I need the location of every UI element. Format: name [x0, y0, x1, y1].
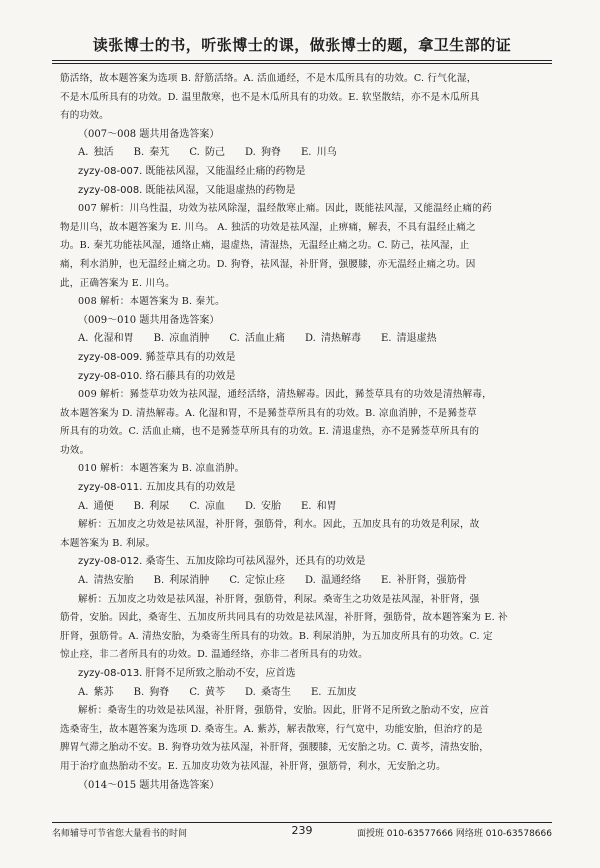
- question-line: zyzy-08-009. 豨莶草具有的功效是: [78, 351, 236, 363]
- answer-option: B. 利尿消肿: [153, 575, 210, 587]
- text-line: 解析：五加皮之功效是祛风湿，补肝肾，强筋骨，利尿。桑寄生之功效是祛风湿，补肝肾，强: [78, 593, 480, 605]
- answer-option: D. 清热解毒: [304, 333, 361, 345]
- text-line: 解析：五加皮之功效是祛风湿，补肝肾，强筋骨，利水。因此，五加皮具有的功效是利尿，故: [78, 519, 480, 531]
- answer-option: D. 狗脊: [244, 147, 281, 159]
- text-line: 有的功效。: [60, 110, 109, 122]
- text-line: 痛，利水消肿，也无温经止痛之功。D. 狗脊，祛风湿，补肝肾，强腰膝，亦无温经止痛之功。因: [60, 258, 476, 270]
- text-line: （009～010 题共用备选答案）: [78, 314, 220, 326]
- header-rule: [52, 60, 552, 61]
- page-content: [60, 70, 548, 795]
- answer-option: E. 川乌: [301, 147, 337, 159]
- answer-option: A. 化湿和胃: [78, 333, 134, 345]
- answer-option: A. 紫苏: [78, 686, 114, 698]
- page-number: 239: [291, 824, 313, 837]
- question-line: zyzy-08-007. 既能祛风湿，又能温经止痛的药物是: [78, 165, 306, 177]
- text-line: 功效。: [60, 444, 90, 456]
- text-line: 功。B. 秦艽功能祛风湿，通络止痛，退虚热，清湿热，无温经止痛之功。C. 防己，祛风湿，止: [60, 240, 470, 252]
- text-line: 此，正确答案为 E. 川乌。: [60, 277, 175, 289]
- answer-option: C. 活血止痛: [229, 333, 285, 345]
- answer-option: E. 清退虚热: [381, 333, 437, 345]
- answer-option: D. 安胎: [244, 500, 281, 512]
- text-line: 故本题答案为 D. 清热解毒。A. 化湿和胃，不是豨莶草所具有的功效。B. 凉血消肿，不是豨莶草: [60, 407, 477, 419]
- text-line: （007～008 题共用备选答案）: [78, 128, 220, 140]
- page-header: 读张博士的书，听张博士的课，做张博士的题，拿卫生部的证: [92, 36, 512, 54]
- header-rule-double: [52, 63, 552, 64]
- text-line: 不是木瓜所具有的功效。D. 温里散寒，也不是木瓜所具有的功效。E. 软坚散结，亦不是木瓜所具: [60, 91, 480, 103]
- answer-option: E. 补肝肾，强筋骨: [381, 575, 467, 587]
- question-line: zyzy-08-008. 既能祛风湿，又能退虚热的药物是: [78, 184, 296, 196]
- answer-options: [60, 572, 548, 591]
- footer-slogan: 名师辅导可节省您大量看书的时间: [52, 829, 188, 839]
- answer-options: [60, 684, 548, 703]
- answer-options: [60, 330, 548, 349]
- answer-options: [60, 144, 548, 163]
- text-line: 010 解析：本题答案为 B. 凉血消肿。: [78, 463, 245, 475]
- text-line: 筋活络，故本题答案为选项 B. 舒筋活络。A. 活血通经，不是木瓜所具有的功效。C. 行气化湿，: [60, 73, 477, 84]
- text-line: 脾胃气滞之胎动不安。B. 狗脊功效为祛风湿，补肝肾，强腰膝，无安胎之功。C. 黄芩，清热安胎，: [60, 742, 489, 754]
- question-line: zyzy-08-011. 五加皮具有的功效是: [78, 482, 236, 494]
- answer-option: C. 凉血: [189, 500, 225, 512]
- question-line: zyzy-08-010. 络石藤具有的功效是: [78, 370, 236, 382]
- answer-option: E. 和胃: [301, 500, 337, 512]
- question-line: zyzy-08-012. 桑寄生、五加皮除均可祛风湿外，还具有的功效是: [78, 556, 366, 568]
- answer-option: B. 狗脊: [133, 686, 170, 698]
- text-line: 惊止痉，非二者所具有的功效。D. 温通经络，亦非二者所具有的功效。: [60, 649, 368, 661]
- answer-option: C. 防己: [189, 147, 225, 159]
- answer-option: D. 桑寄生: [244, 686, 291, 698]
- answer-option: B. 凉血消肿: [153, 333, 210, 345]
- text-line: 筋骨，安胎。因此，桑寄生、五加皮所共同具有的功效是祛风湿，补肝肾，强筋骨，故本题答案为 E. 补: [60, 612, 508, 624]
- answer-option: C. 定惊止痉: [229, 575, 285, 587]
- text-line: 用于治疗血热胎动不安。E. 五加皮功效为祛风湿，补肝肾，强筋骨，利水，无安胎之功。: [60, 760, 446, 772]
- answer-option: C. 黄芩: [189, 686, 225, 698]
- answer-option: A. 清热安胎: [78, 575, 134, 587]
- answer-option: B. 利尿: [133, 500, 170, 512]
- text-line: （014～015 题共用备选答案）: [78, 779, 220, 791]
- text-line: 肝肾，强筋骨。A. 清热安胎，为桑寄生所具有的功效。B. 利尿消肿，为五加皮所具有的功效。C. 定: [60, 630, 493, 642]
- text-line: 选桑寄生，故本题答案为选项 D. 桑寄生。A. 紫苏，解表散寒，行气宽中，功能安胎，但治疗的是: [60, 723, 483, 735]
- text-line: 所具有的功效。C. 活血止痛，也不是豨莶草所具有的功效。E. 清退虚热，亦不是豨莶草所具有的: [60, 426, 480, 438]
- text-line: 008 解析：本题答案为 B. 秦艽。: [78, 296, 225, 308]
- footer-rule: [52, 822, 552, 823]
- answer-option: A. 独活: [78, 147, 114, 159]
- text-line: 007 解析：川乌性温，功效为祛风除湿，温经散寒止痛。因此，既能祛风湿，又能温经止痛的药: [78, 203, 492, 215]
- text-line: 物是川乌，故本题答案为 E. 川乌。 A. 独活的功效是祛风湿，止痹痛，解表，不具有温经止痛之: [60, 221, 476, 233]
- answer-option: A. 通便: [78, 500, 114, 512]
- answer-options: [60, 498, 548, 517]
- text-line: 本题答案为 B. 利尿。: [60, 537, 156, 549]
- question-line: zyzy-08-013. 肝肾不足所致之胎动不安，应首选: [78, 668, 296, 679]
- footer-contact: 面授班 010-63577666 网络班 010-63578666: [356, 829, 552, 839]
- text-line: 009 解析：豨莶草功效为祛风湿，通经活络，清热解毒。因此，豨莶草具有的功效是清热解毒，: [78, 389, 492, 401]
- answer-option: B. 秦艽: [133, 147, 170, 159]
- answer-option: E. 五加皮: [311, 686, 357, 698]
- answer-option: D. 温通经络: [304, 575, 361, 587]
- text-line: 解析：桑寄生的功效是祛风湿，补肝肾，强筋骨，安胎。因此，肝肾不足所致之胎动不安，应首: [78, 705, 490, 717]
